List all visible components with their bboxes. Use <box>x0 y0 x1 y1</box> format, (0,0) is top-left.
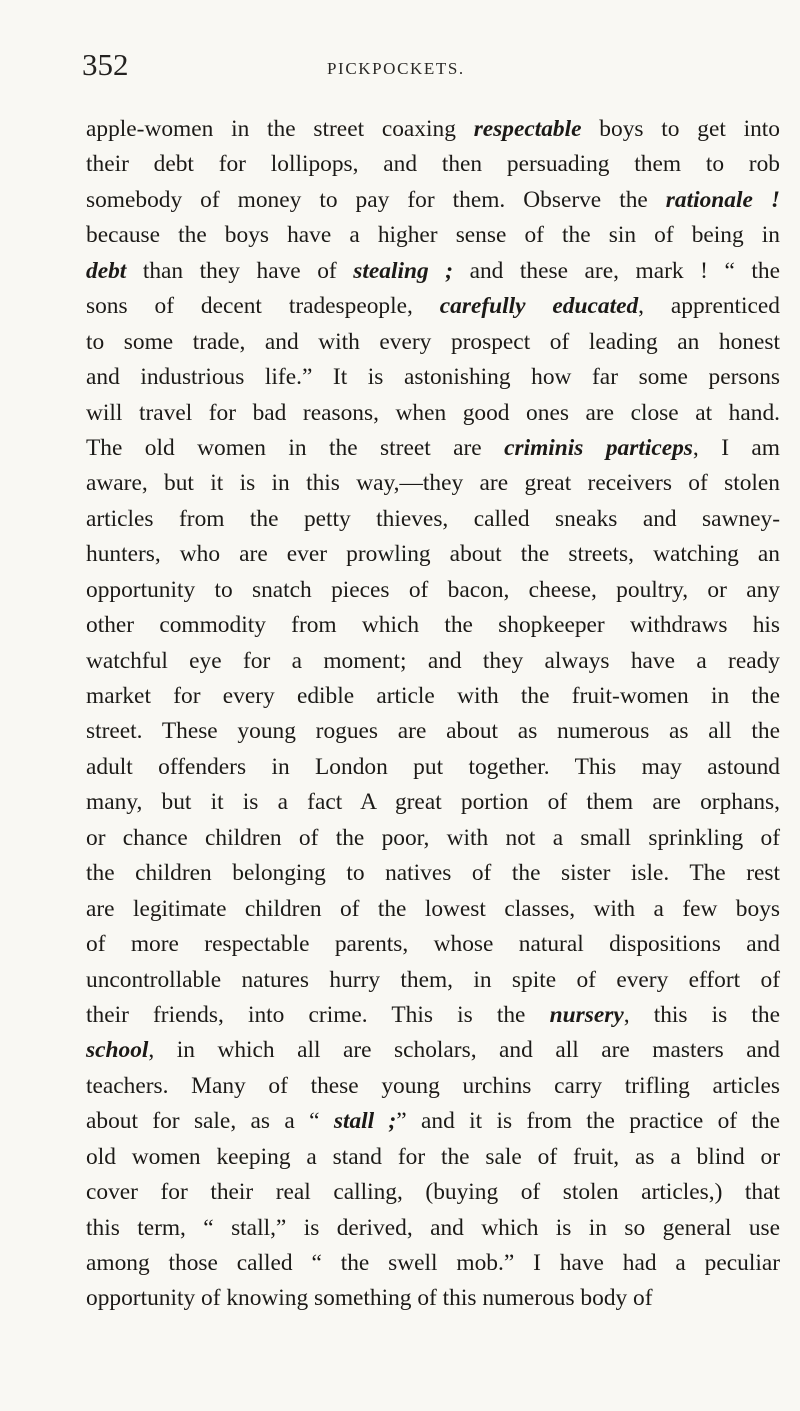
text-run: many, but it is a fact A great portion of them are orphans, <box>86 789 780 816</box>
text-run: among those called “ the swell mob.” I have had a peculiar <box>86 1250 780 1276</box>
text-run: , I am <box>692 434 780 461</box>
text-run: ” and it is from the practice of the <box>396 1108 781 1135</box>
text-run: of more respectable parents, whose natural dispositions and <box>86 931 780 958</box>
text-run: , in which all are scholars, and all are masters and <box>148 1037 780 1064</box>
text-run: this term, “ stall,” is derived, and which is in so general use <box>86 1214 780 1241</box>
text-line <box>86 254 780 289</box>
text-line <box>86 502 780 537</box>
text-run: teachers. Many of these young urchins carry trifling articles <box>86 1072 780 1099</box>
text-line <box>86 325 780 360</box>
text-line <box>86 1281 780 1316</box>
text-line <box>86 573 780 608</box>
text-line <box>86 856 780 891</box>
text-line <box>86 396 780 431</box>
emphasis-text: school <box>86 1037 149 1064</box>
text-run: about for sale, as a “ <box>86 1108 334 1135</box>
text-line <box>86 1175 780 1210</box>
text-run: articles from the petty thieves, called sneaks and sawney- <box>86 505 780 532</box>
emphasis-text: carefully educated <box>439 293 639 320</box>
text-run: street. These young rogues are about as numerous as all the <box>86 718 780 745</box>
text-line <box>86 679 780 714</box>
text-line <box>86 147 780 182</box>
body-text <box>86 112 780 1317</box>
text-line <box>86 466 780 501</box>
text-line <box>86 998 780 1033</box>
text-run: adult offenders in London put together. This may astound <box>86 753 780 780</box>
text-line <box>86 714 780 749</box>
text-run: and industrious life.” It is astonishing how far some persons <box>86 364 780 391</box>
text-line <box>86 750 780 785</box>
page-header <box>82 47 782 87</box>
text-line <box>86 1246 780 1281</box>
text-run: are legitimate children of the lowest classes, with a few boys <box>86 895 780 922</box>
text-line <box>86 1104 780 1139</box>
text-run: other commodity from which the shopkeeper withdraws his <box>86 612 780 639</box>
text-line <box>86 821 780 856</box>
page-number: 352 <box>82 47 129 82</box>
text-line <box>86 608 780 643</box>
text-run: or chance children of the poor, with not a small sprinkling of <box>86 824 780 851</box>
text-run: apple-women in the street coaxing <box>86 116 474 142</box>
emphasis-text: criminis particeps <box>504 434 693 461</box>
text-run: uncontrollable natures hurry them, in spite of every effort of <box>86 966 780 993</box>
text-run: sons of decent tradespeople, <box>86 293 440 320</box>
text-line <box>86 927 780 962</box>
text-line <box>86 785 780 820</box>
text-line <box>86 218 780 253</box>
text-line <box>86 431 780 466</box>
text-run: the children belonging to natives of the sister isle. The rest <box>86 860 780 887</box>
emphasis-text: debt <box>86 257 127 284</box>
text-run: market for every edible article with the fruit-women in the <box>86 683 780 709</box>
text-run: , apprenticed <box>638 293 780 320</box>
text-line <box>86 644 780 679</box>
text-run: The old women in the street are <box>86 434 505 461</box>
emphasis-text: rationale ! <box>665 186 780 213</box>
text-line <box>86 112 780 147</box>
emphasis-text: stall ; <box>333 1108 397 1135</box>
text-line <box>86 183 780 218</box>
text-run: to some trade, and with every prospect of leading an honest <box>86 328 780 355</box>
text-run: opportunity of knowing something of this numerous body of <box>86 1285 653 1312</box>
running-head: PICKPOCKETS. <box>327 59 465 78</box>
text-line <box>86 537 780 572</box>
text-run: because the boys have a higher sense of the sin of being in <box>86 222 780 249</box>
text-run: old women keeping a stand for the sale of fruit, as a blind or <box>86 1143 780 1170</box>
text-run: their friends, into crime. This is the <box>86 1001 550 1028</box>
text-run: , this is the <box>623 1001 780 1028</box>
text-line <box>86 1140 780 1175</box>
emphasis-text: nursery <box>549 1001 624 1028</box>
text-line <box>86 360 780 395</box>
text-run: somebody of money to pay for them. Observe the <box>86 186 666 213</box>
text-line <box>86 289 780 324</box>
text-line <box>86 1069 780 1104</box>
text-run: opportunity to snatch pieces of bacon, cheese, poultry, or any <box>86 576 780 603</box>
text-line <box>86 1033 780 1068</box>
text-run: cover for their real calling, (buying of stolen articles,) that <box>86 1179 780 1206</box>
text-run: aware, but it is in this way,—they are great receivers of stolen <box>86 470 780 497</box>
text-run: their debt for lollipops, and then persuading them to rob <box>86 151 780 178</box>
text-run: than they have of <box>126 257 354 284</box>
text-line <box>86 1211 780 1246</box>
text-run: watchful eye for a moment; and they always have a ready <box>86 647 780 674</box>
text-line <box>86 963 780 998</box>
text-run: boys to get into <box>581 116 780 142</box>
text-line <box>86 892 780 927</box>
emphasis-text: stealing ; <box>353 257 454 284</box>
text-run: and these are, mark ! “ the <box>453 257 780 284</box>
text-run: hunters, who are ever prowling about the streets, watching an <box>86 541 780 568</box>
emphasis-text: respectable <box>473 116 582 142</box>
text-run: will travel for bad reasons, when good ones are close at hand. <box>86 399 780 426</box>
